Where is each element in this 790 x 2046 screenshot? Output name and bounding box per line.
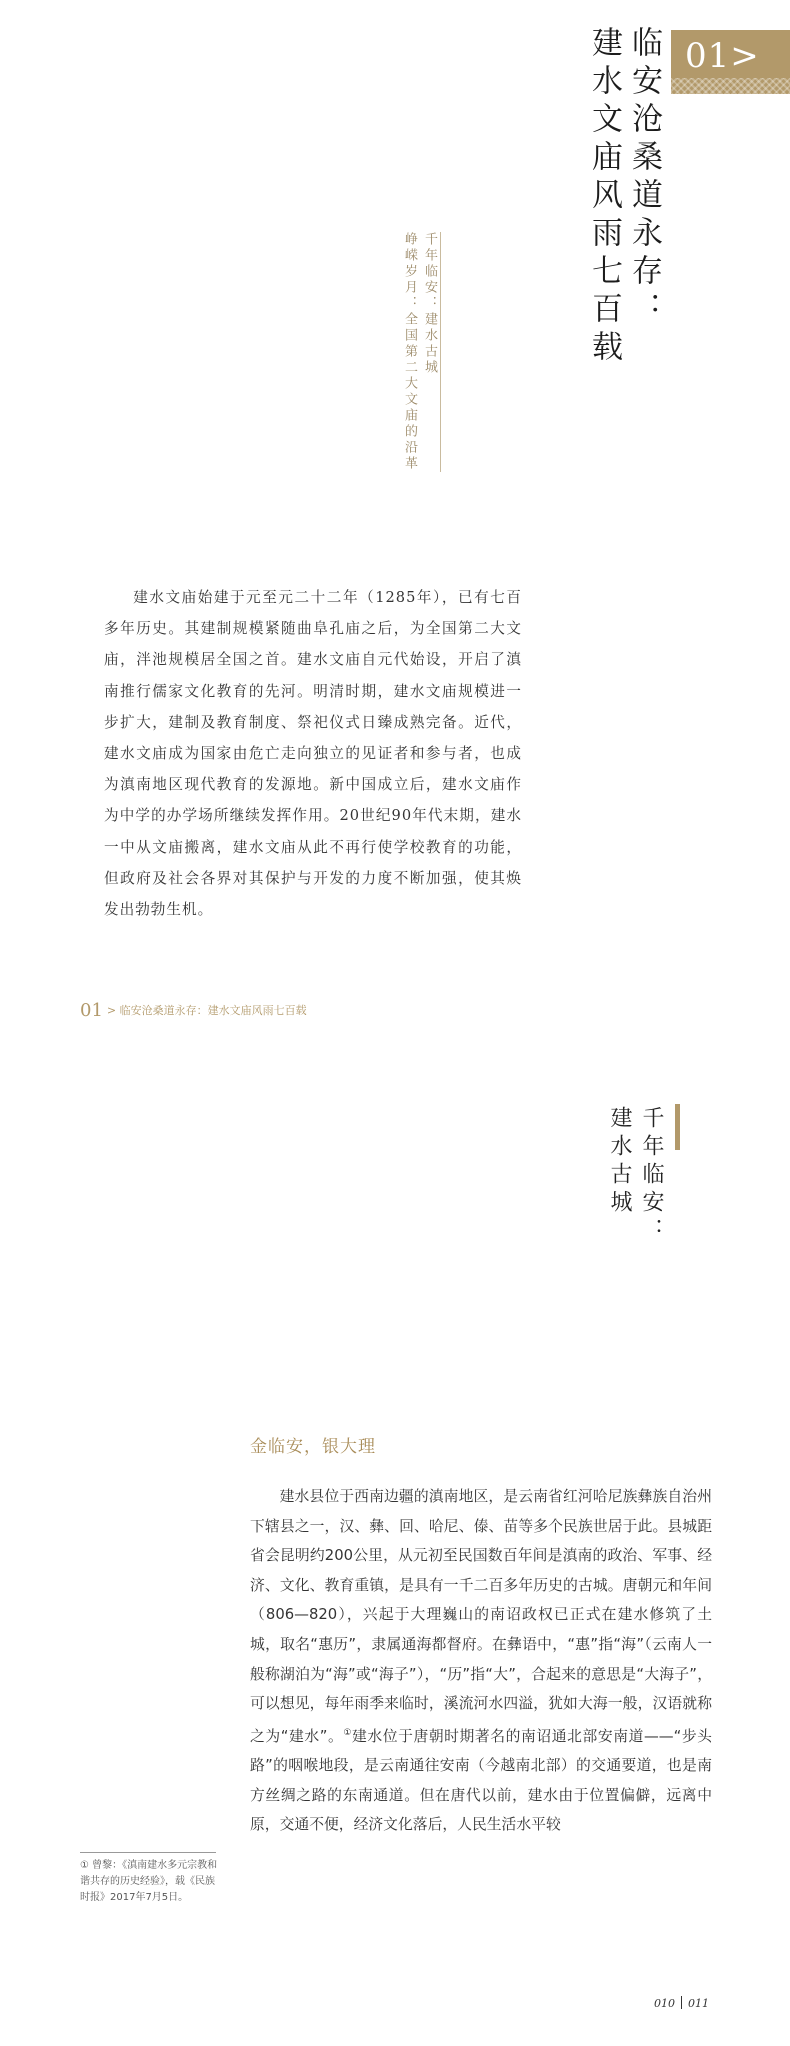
footnote: ① 曾黎：《滇南建水多元宗教和谐共存的历史经验》，载《民族时报》2017年7月5日。 [80, 1860, 218, 1903]
footnote-rule [80, 1852, 216, 1853]
running-header-number: 01 [80, 1000, 103, 1021]
footnote-marker[interactable]: ① [343, 1727, 352, 1738]
title-line-1: 临安沧桑道永存： [626, 26, 662, 330]
subtitle-line-1: 千年临安：建水古城 [422, 232, 437, 376]
section-heading-line-1: 千年临安： [639, 1106, 664, 1246]
subtitle-rule [440, 232, 441, 472]
chapter-number: 01> [685, 36, 760, 76]
body-paragraph [250, 1482, 712, 1840]
page-number-left: 010 [654, 1997, 675, 2010]
intro-paragraph: 建水文庙始建于元至元二十二年（1285年），已有七百多年历史。其建制规模紧随曲阜孔庙之后，为全国第二大文庙，泮池规模居全国之首。建水文庙自元代始设，开启了滇南推行儒家文化教育的先河。明清时期，建水文庙规模进一步扩大，建制及教育制度、祭祀仪式日臻成熟完备。近代，建水文庙成为国家由危亡走向独立的见证者和参与者，也成为滇南地区现代教育的发源地。新中国成立后，建水文庙作为中学的办学场所继续发挥作用。20世纪90年代末期，建水一中从文庙搬离，建水文庙从此不再行使学校教育的功能，但政府及社会各界对其保护与开发的力度不断加强，使其焕发出勃勃生机。 [104, 589, 522, 919]
body-part-2: 建水位于唐朝时期著名的南诏通北部安南道——“步头路”的咽喉地段，是云南通往安南（今越南北部）的交通要道，也是南方丝绸之路的东南通道。但在唐代以前，建水由于位置偏僻，远离中原，交通不便，经济文化落后，人民生活水平较 [250, 1727, 712, 1834]
page-numbers [654, 1996, 709, 2010]
section-accent-bar [675, 1104, 680, 1150]
chapter-badge [671, 30, 790, 94]
body-part-1: 建水县位于西南边疆的滇南地区，是云南省红河哈尼族彝族自治州下辖县之一，汉、彝、回、哈尼、傣、苗等多个民族世居于此。县城距省会昆明约200公里，从元初至民国数百年间是滇南的政治、军事、经济、文化、教育重镇，是具有一千二百多年历史的古城。唐朝元和年间（806—820），兴起于大理巍山的南诏政权已正式在建水修筑了土城，取名“惠历”，隶属通海都督府。在彝语中，“惠”指“海”（云南人一般称湖泊为“海”或“海子”），“历”指“大”，合起来的意思是“大海子”，可以想见，每年雨季来临时，溪流河水四溢，犹如大海一般，汉语就称之为“建水”。 [250, 1488, 712, 1745]
title-line-2: 建水文庙风雨七百载 [586, 26, 622, 368]
running-header [80, 1000, 307, 1021]
page-number-separator [681, 1996, 682, 2009]
subtitle-line-2: 峥嵘岁月：全国第二大文庙的沿革 [402, 232, 417, 472]
section-heading-line-2: 建水古城 [607, 1106, 632, 1218]
subheading: 金临安，银大理 [250, 1437, 376, 1457]
page-number-right: 011 [688, 1997, 709, 2010]
running-header-text: > 临安沧桑道永存：建水文庙风雨七百载 [106, 1004, 307, 1017]
badge-pattern [671, 78, 790, 94]
